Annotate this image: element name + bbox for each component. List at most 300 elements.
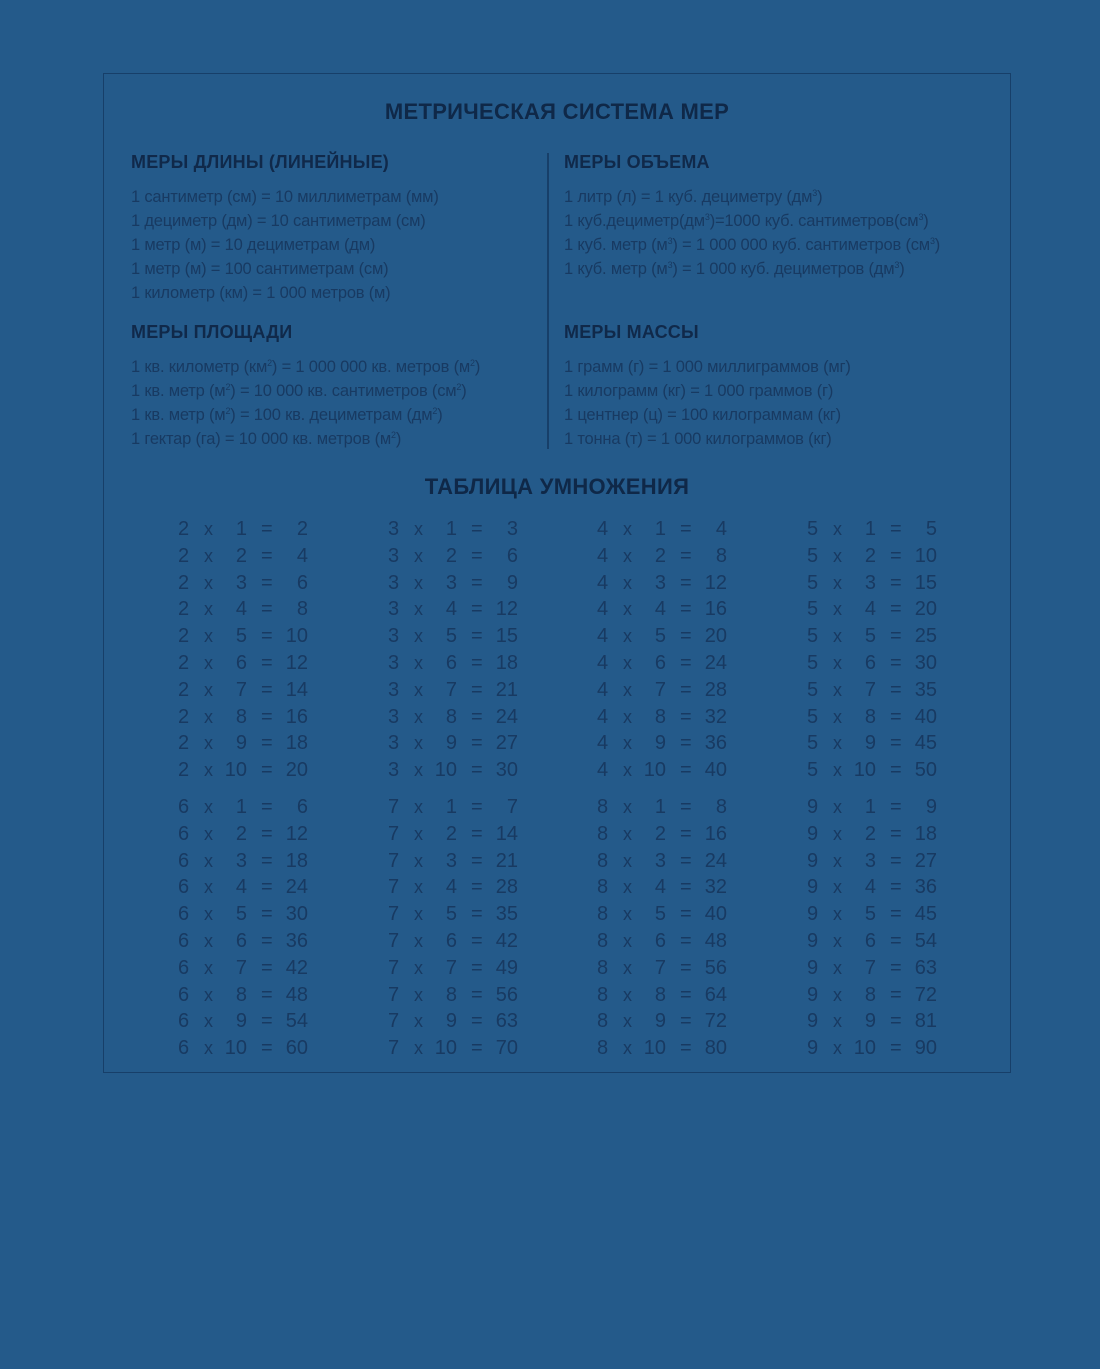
- multiplier: 2: [654, 822, 666, 845]
- mass-line: [564, 358, 851, 377]
- product: 72: [914, 983, 937, 1006]
- multiplier: 3: [235, 571, 247, 594]
- multiplicand: 6: [178, 796, 190, 818]
- multiplier: 7: [654, 678, 666, 701]
- multiplicand: 8: [597, 876, 609, 899]
- product: 6: [296, 571, 308, 594]
- product: 49: [495, 956, 518, 979]
- equals-sign: =: [471, 652, 483, 674]
- line-text: ) = 1 000 куб. дециметров (дм: [672, 260, 895, 278]
- equals-sign: =: [680, 983, 692, 1006]
- product: 27: [914, 849, 937, 872]
- equals-sign: =: [261, 903, 273, 926]
- multiplication-row: [597, 625, 737, 649]
- equals-sign: =: [471, 903, 483, 926]
- multiplicand: 9: [807, 822, 819, 845]
- product: 30: [914, 652, 937, 674]
- times-sign: x: [204, 626, 213, 647]
- times-sign: x: [833, 519, 842, 539]
- equals-sign: =: [680, 849, 692, 872]
- volume-section-heading: МЕРЫ ОБЪЕМА: [564, 152, 710, 172]
- multiplicand: 5: [807, 571, 819, 594]
- equals-sign: =: [261, 705, 273, 728]
- multiplication-row: [597, 850, 737, 874]
- multiplier: 9: [445, 1010, 457, 1033]
- equals-sign: =: [471, 544, 483, 567]
- line-text: 1 дециметр (дм) = 10 сантиметрам (см): [131, 212, 426, 230]
- multiplicand: 7: [388, 876, 400, 899]
- product: 12: [704, 571, 727, 594]
- times-sign: x: [414, 599, 423, 620]
- product: 10: [914, 544, 937, 567]
- multiplicand: 4: [597, 598, 609, 621]
- multiplication-row: [178, 984, 318, 1008]
- multiplier: 1: [654, 518, 666, 540]
- times-sign: x: [414, 760, 423, 781]
- equals-sign: =: [471, 598, 483, 621]
- multiplication-row: [388, 903, 528, 927]
- line-text: ): [461, 382, 467, 400]
- product: 27: [495, 732, 518, 755]
- multiplicand: 8: [597, 903, 609, 926]
- equals-sign: =: [680, 598, 692, 621]
- superscript: 3: [894, 260, 900, 270]
- multiplication-row: [597, 796, 737, 820]
- times-sign: x: [833, 931, 842, 951]
- multiplicand: 6: [178, 983, 190, 1006]
- line-text: 1 тонна (т) = 1 000 килограммов (кг): [564, 430, 832, 448]
- line-text: ) = 1 000 000 куб. сантиметров (см: [672, 236, 930, 254]
- product: 8: [715, 544, 727, 567]
- equals-sign: =: [680, 759, 692, 782]
- product: 54: [914, 930, 937, 952]
- multiplier: 8: [235, 983, 247, 1006]
- line-text: 1 кв. метр (м: [131, 382, 226, 400]
- line-text: ): [474, 358, 481, 376]
- equals-sign: =: [680, 930, 692, 952]
- equals-sign: =: [261, 571, 273, 594]
- multiplicand: 9: [807, 1010, 819, 1033]
- product: 28: [704, 678, 727, 701]
- reference-card-frame: [103, 73, 1011, 1073]
- multiplier: 10: [853, 1037, 876, 1060]
- multiplier: 2: [445, 822, 457, 845]
- multiplication-row: [807, 1037, 947, 1061]
- line-text: ): [817, 188, 823, 206]
- superscript: 3: [667, 236, 673, 246]
- multiplicand: 6: [178, 1010, 190, 1033]
- equals-sign: =: [261, 544, 273, 567]
- length-line: [131, 236, 375, 255]
- product: 42: [495, 930, 518, 952]
- times-sign: x: [414, 519, 423, 539]
- product: 72: [704, 1010, 727, 1033]
- multiplicand: 6: [178, 903, 190, 926]
- times-sign: x: [833, 797, 842, 817]
- times-sign: x: [414, 706, 423, 727]
- multiplicand: 8: [597, 956, 609, 979]
- equals-sign: =: [680, 705, 692, 728]
- multiplicand: 5: [807, 598, 819, 621]
- times-sign: x: [414, 653, 423, 673]
- product: 24: [704, 849, 727, 872]
- multiplication-row: [807, 732, 947, 756]
- equals-sign: =: [261, 956, 273, 979]
- equals-sign: =: [471, 732, 483, 755]
- length-line: [131, 188, 439, 207]
- equals-sign: =: [680, 652, 692, 674]
- multiplication-row: [597, 732, 737, 756]
- multiplicand: 6: [178, 849, 190, 872]
- multiplier: 5: [654, 625, 666, 648]
- multiplicand: 7: [388, 849, 400, 872]
- multiplicand: 2: [178, 598, 190, 621]
- multiplication-row: [178, 876, 318, 900]
- line-text: ): [395, 430, 402, 448]
- product: 48: [285, 983, 308, 1006]
- area-line: [131, 406, 443, 425]
- multiplication-row: [388, 625, 528, 649]
- multiplicand: 8: [597, 822, 609, 845]
- equals-sign: =: [890, 903, 902, 926]
- multiplication-row: [807, 706, 947, 730]
- multiplier: 9: [864, 732, 876, 755]
- multiplication-row: [597, 706, 737, 730]
- times-sign: x: [833, 679, 842, 700]
- times-sign: x: [833, 733, 842, 754]
- multiplication-row: [388, 850, 528, 874]
- product: 25: [914, 625, 937, 648]
- equals-sign: =: [890, 732, 902, 755]
- multiplication-row: [807, 625, 947, 649]
- times-sign: x: [623, 877, 632, 898]
- multiplicand: 9: [807, 983, 819, 1006]
- multiplication-row: [178, 652, 318, 676]
- multiplier: 3: [235, 849, 247, 872]
- times-sign: x: [833, 1011, 842, 1032]
- multiplicand: 9: [807, 796, 819, 818]
- multiplier: 3: [654, 571, 666, 594]
- multiplication-row: [807, 518, 947, 542]
- product: 8: [715, 796, 727, 818]
- line-text: 1 центнер (ц) = 100 килограммам (кг): [564, 406, 841, 424]
- times-sign: x: [623, 1038, 632, 1059]
- product: 16: [285, 705, 308, 728]
- mass-line: [564, 430, 832, 449]
- multiplicand: 4: [597, 571, 609, 594]
- multiplication-row: [178, 625, 318, 649]
- times-sign: x: [204, 599, 213, 620]
- superscript: 2: [225, 382, 231, 392]
- multiplier: 8: [864, 705, 876, 728]
- multiplication-row: [178, 1037, 318, 1061]
- multiplication-row: [807, 572, 947, 596]
- equals-sign: =: [680, 1010, 692, 1033]
- page-title: МЕТРИЧЕСКАЯ СИСТЕМА МЕР: [384, 99, 730, 124]
- volume-line: [564, 188, 822, 207]
- multiplicand: 2: [178, 571, 190, 594]
- times-sign: x: [623, 797, 632, 817]
- times-sign: x: [414, 1038, 423, 1059]
- multiplicand: 4: [597, 625, 609, 648]
- multiplicand: 7: [388, 796, 400, 818]
- multiplication-row: [807, 823, 947, 847]
- multiplication-row: [178, 545, 318, 569]
- equals-sign: =: [680, 732, 692, 755]
- multiplicand: 9: [807, 849, 819, 872]
- times-sign: x: [414, 877, 423, 898]
- product: 21: [495, 849, 518, 872]
- product: 21: [495, 678, 518, 701]
- multiplication-row: [388, 759, 528, 783]
- equals-sign: =: [261, 732, 273, 755]
- multiplicand: 5: [807, 652, 819, 674]
- multiplication-row: [388, 545, 528, 569]
- times-sign: x: [204, 1038, 213, 1059]
- superscript: 3: [918, 212, 924, 222]
- equals-sign: =: [261, 625, 273, 648]
- multiplicand: 9: [807, 956, 819, 979]
- multiplication-table-title: ТАБЛИЦА УМНОЖЕНИЯ: [424, 474, 690, 499]
- times-sign: x: [204, 931, 213, 951]
- line-text: 1 сантиметр (см) = 10 миллиметрам (мм): [131, 188, 439, 206]
- multiplication-row: [807, 876, 947, 900]
- times-sign: x: [833, 599, 842, 620]
- multiplicand: 3: [388, 652, 400, 674]
- multiplicand: 7: [388, 930, 400, 952]
- line-text: ) = 1 000 000 кв. метров (м: [271, 358, 471, 376]
- times-sign: x: [623, 545, 632, 566]
- times-sign: x: [623, 706, 632, 727]
- product: 28: [495, 876, 518, 899]
- line-text: 1 куб.дециметр(дм: [564, 212, 705, 230]
- multiplier: 1: [445, 796, 457, 818]
- multiplicand: 9: [807, 876, 819, 899]
- multiplier: 6: [445, 930, 457, 952]
- product: 10: [285, 625, 308, 648]
- equals-sign: =: [680, 796, 692, 818]
- times-sign: x: [623, 957, 632, 978]
- multiplier: 9: [864, 1010, 876, 1033]
- times-sign: x: [414, 984, 423, 1005]
- line-text: ) = 10 000 кв. сантиметров (см: [230, 382, 457, 400]
- superscript: 2: [267, 358, 272, 368]
- line-text: 1 килограмм (кг) = 1 000 граммов (г): [564, 382, 834, 400]
- multiplication-row: [597, 876, 737, 900]
- equals-sign: =: [471, 930, 483, 952]
- times-sign: x: [414, 733, 423, 754]
- multiplicand: 4: [597, 678, 609, 701]
- line-text: 1 кв. километр (км: [131, 358, 268, 376]
- multiplicand: 9: [807, 930, 819, 952]
- multiplication-row: [178, 732, 318, 756]
- multiplier: 4: [654, 598, 666, 621]
- multiplier: 3: [864, 849, 876, 872]
- multiplication-row: [388, 876, 528, 900]
- area-section-heading: МЕРЫ ПЛОЩАДИ: [131, 322, 293, 342]
- multiplier: 3: [445, 571, 457, 594]
- multiplier: 6: [654, 930, 666, 952]
- multiplicand: 3: [388, 571, 400, 594]
- multiplication-row: [597, 652, 737, 676]
- multiplicand: 7: [388, 1037, 400, 1060]
- equals-sign: =: [680, 518, 692, 540]
- equals-sign: =: [890, 652, 902, 674]
- equals-sign: =: [890, 518, 902, 540]
- equals-sign: =: [890, 876, 902, 899]
- equals-sign: =: [471, 956, 483, 979]
- mass-line: [564, 406, 841, 425]
- multiplication-row: [178, 679, 318, 703]
- product: 20: [704, 625, 727, 648]
- multiplication-row: [388, 706, 528, 730]
- multiplication-row: [388, 823, 528, 847]
- product: 40: [704, 903, 727, 926]
- multiplier: 2: [864, 544, 876, 567]
- equals-sign: =: [890, 1037, 902, 1060]
- multiplier: 7: [235, 956, 247, 979]
- multiplication-row: [388, 572, 528, 596]
- multiplication-row: [807, 545, 947, 569]
- equals-sign: =: [680, 956, 692, 979]
- multiplier: 7: [235, 678, 247, 701]
- product: 24: [495, 705, 518, 728]
- equals-sign: =: [261, 759, 273, 782]
- times-sign: x: [833, 653, 842, 673]
- equals-sign: =: [890, 678, 902, 701]
- multiplication-row: [597, 545, 737, 569]
- multiplication-row: [807, 796, 947, 820]
- times-sign: x: [833, 706, 842, 727]
- equals-sign: =: [680, 544, 692, 567]
- equals-sign: =: [261, 796, 273, 818]
- multiplier: 9: [654, 1010, 666, 1033]
- volume-line: [564, 212, 929, 231]
- product: 2: [296, 518, 308, 540]
- product: 6: [506, 544, 518, 567]
- product: 20: [285, 759, 308, 782]
- multiplicand: 3: [388, 732, 400, 755]
- mass-line: [564, 382, 833, 401]
- times-sign: x: [833, 850, 842, 871]
- multiplicand: 7: [388, 956, 400, 979]
- superscript: 2: [391, 430, 396, 440]
- equals-sign: =: [261, 1010, 273, 1033]
- multiplicand: 5: [807, 544, 819, 567]
- product: 3: [506, 518, 518, 540]
- product: 54: [285, 1010, 308, 1033]
- times-sign: x: [414, 545, 423, 566]
- line-text: 1 кв. метр (м: [131, 406, 226, 424]
- product: 4: [296, 544, 308, 567]
- multiplier: 5: [445, 903, 457, 926]
- multiplicand: 8: [597, 930, 609, 952]
- multiplication-row: [388, 679, 528, 703]
- equals-sign: =: [680, 571, 692, 594]
- line-text: 1 литр (л) = 1 куб. дециметру (дм: [564, 188, 813, 206]
- line-text: ) = 100 кв. дециметрам (дм: [230, 406, 433, 424]
- multiplier: 8: [654, 705, 666, 728]
- length-section-heading: МЕРЫ ДЛИНЫ (ЛИНЕЙНЫЕ): [131, 152, 389, 172]
- multiplier: 2: [235, 822, 247, 845]
- multiplicand: 4: [597, 652, 609, 674]
- multiplication-row: [388, 930, 528, 954]
- multiplier: 6: [864, 652, 876, 674]
- line-text: 1 грамм (г) = 1 000 миллиграммов (мг): [564, 358, 851, 376]
- multiplicand: 2: [178, 625, 190, 648]
- equals-sign: =: [890, 930, 902, 952]
- area-line: [131, 382, 467, 401]
- multiplicand: 7: [388, 983, 400, 1006]
- line-text: 1 метр (м) = 100 сантиметрам (см): [131, 260, 389, 278]
- times-sign: x: [414, 850, 423, 871]
- equals-sign: =: [471, 796, 483, 818]
- multiplicand: 6: [178, 956, 190, 979]
- multiplicand: 7: [388, 903, 400, 926]
- equals-sign: =: [471, 983, 483, 1006]
- multiplier: 5: [864, 903, 876, 926]
- line-text: 1 метр (м) = 10 дециметрам (дм): [131, 236, 376, 254]
- multiplier: 4: [445, 876, 457, 899]
- multiplicand: 5: [807, 732, 819, 755]
- multiplicand: 3: [388, 705, 400, 728]
- multiplication-row: [807, 984, 947, 1008]
- equals-sign: =: [680, 822, 692, 845]
- times-sign: x: [623, 760, 632, 781]
- multiplicand: 8: [597, 1037, 609, 1060]
- times-sign: x: [623, 984, 632, 1005]
- line-text: ): [899, 260, 905, 278]
- product: 32: [704, 876, 727, 899]
- product: 6: [296, 796, 308, 818]
- equals-sign: =: [890, 1010, 902, 1033]
- multiplicand: 4: [597, 759, 609, 782]
- product: 18: [495, 652, 518, 674]
- product: 40: [704, 759, 727, 782]
- times-sign: x: [204, 545, 213, 566]
- times-sign: x: [623, 733, 632, 754]
- equals-sign: =: [261, 849, 273, 872]
- multiplier: 4: [235, 876, 247, 899]
- multiplier: 7: [445, 678, 457, 701]
- equals-sign: =: [261, 518, 273, 540]
- equals-sign: =: [680, 625, 692, 648]
- equals-sign: =: [680, 1037, 692, 1060]
- multiplication-row: [807, 930, 947, 954]
- multiplicand: 3: [388, 518, 400, 540]
- equals-sign: =: [890, 625, 902, 648]
- multiplier: 10: [434, 1037, 457, 1060]
- product: 60: [285, 1037, 308, 1060]
- multiplicand: 4: [597, 732, 609, 755]
- times-sign: x: [623, 519, 632, 539]
- line-text: 1 километр (км) = 1 000 метров (м): [131, 284, 391, 302]
- multiplication-row: [178, 850, 318, 874]
- product: 32: [704, 705, 727, 728]
- multiplier: 10: [224, 759, 247, 782]
- equals-sign: =: [890, 759, 902, 782]
- length-line: [131, 284, 390, 303]
- equals-sign: =: [890, 956, 902, 979]
- multiplier: 1: [235, 796, 247, 818]
- product: 7: [506, 796, 518, 818]
- times-sign: x: [414, 823, 423, 844]
- times-sign: x: [204, 797, 213, 817]
- line-text: 1 куб. метр (м: [564, 236, 668, 254]
- product: 50: [914, 759, 937, 782]
- multiplication-row: [807, 903, 947, 927]
- multiplication-row: [178, 796, 318, 820]
